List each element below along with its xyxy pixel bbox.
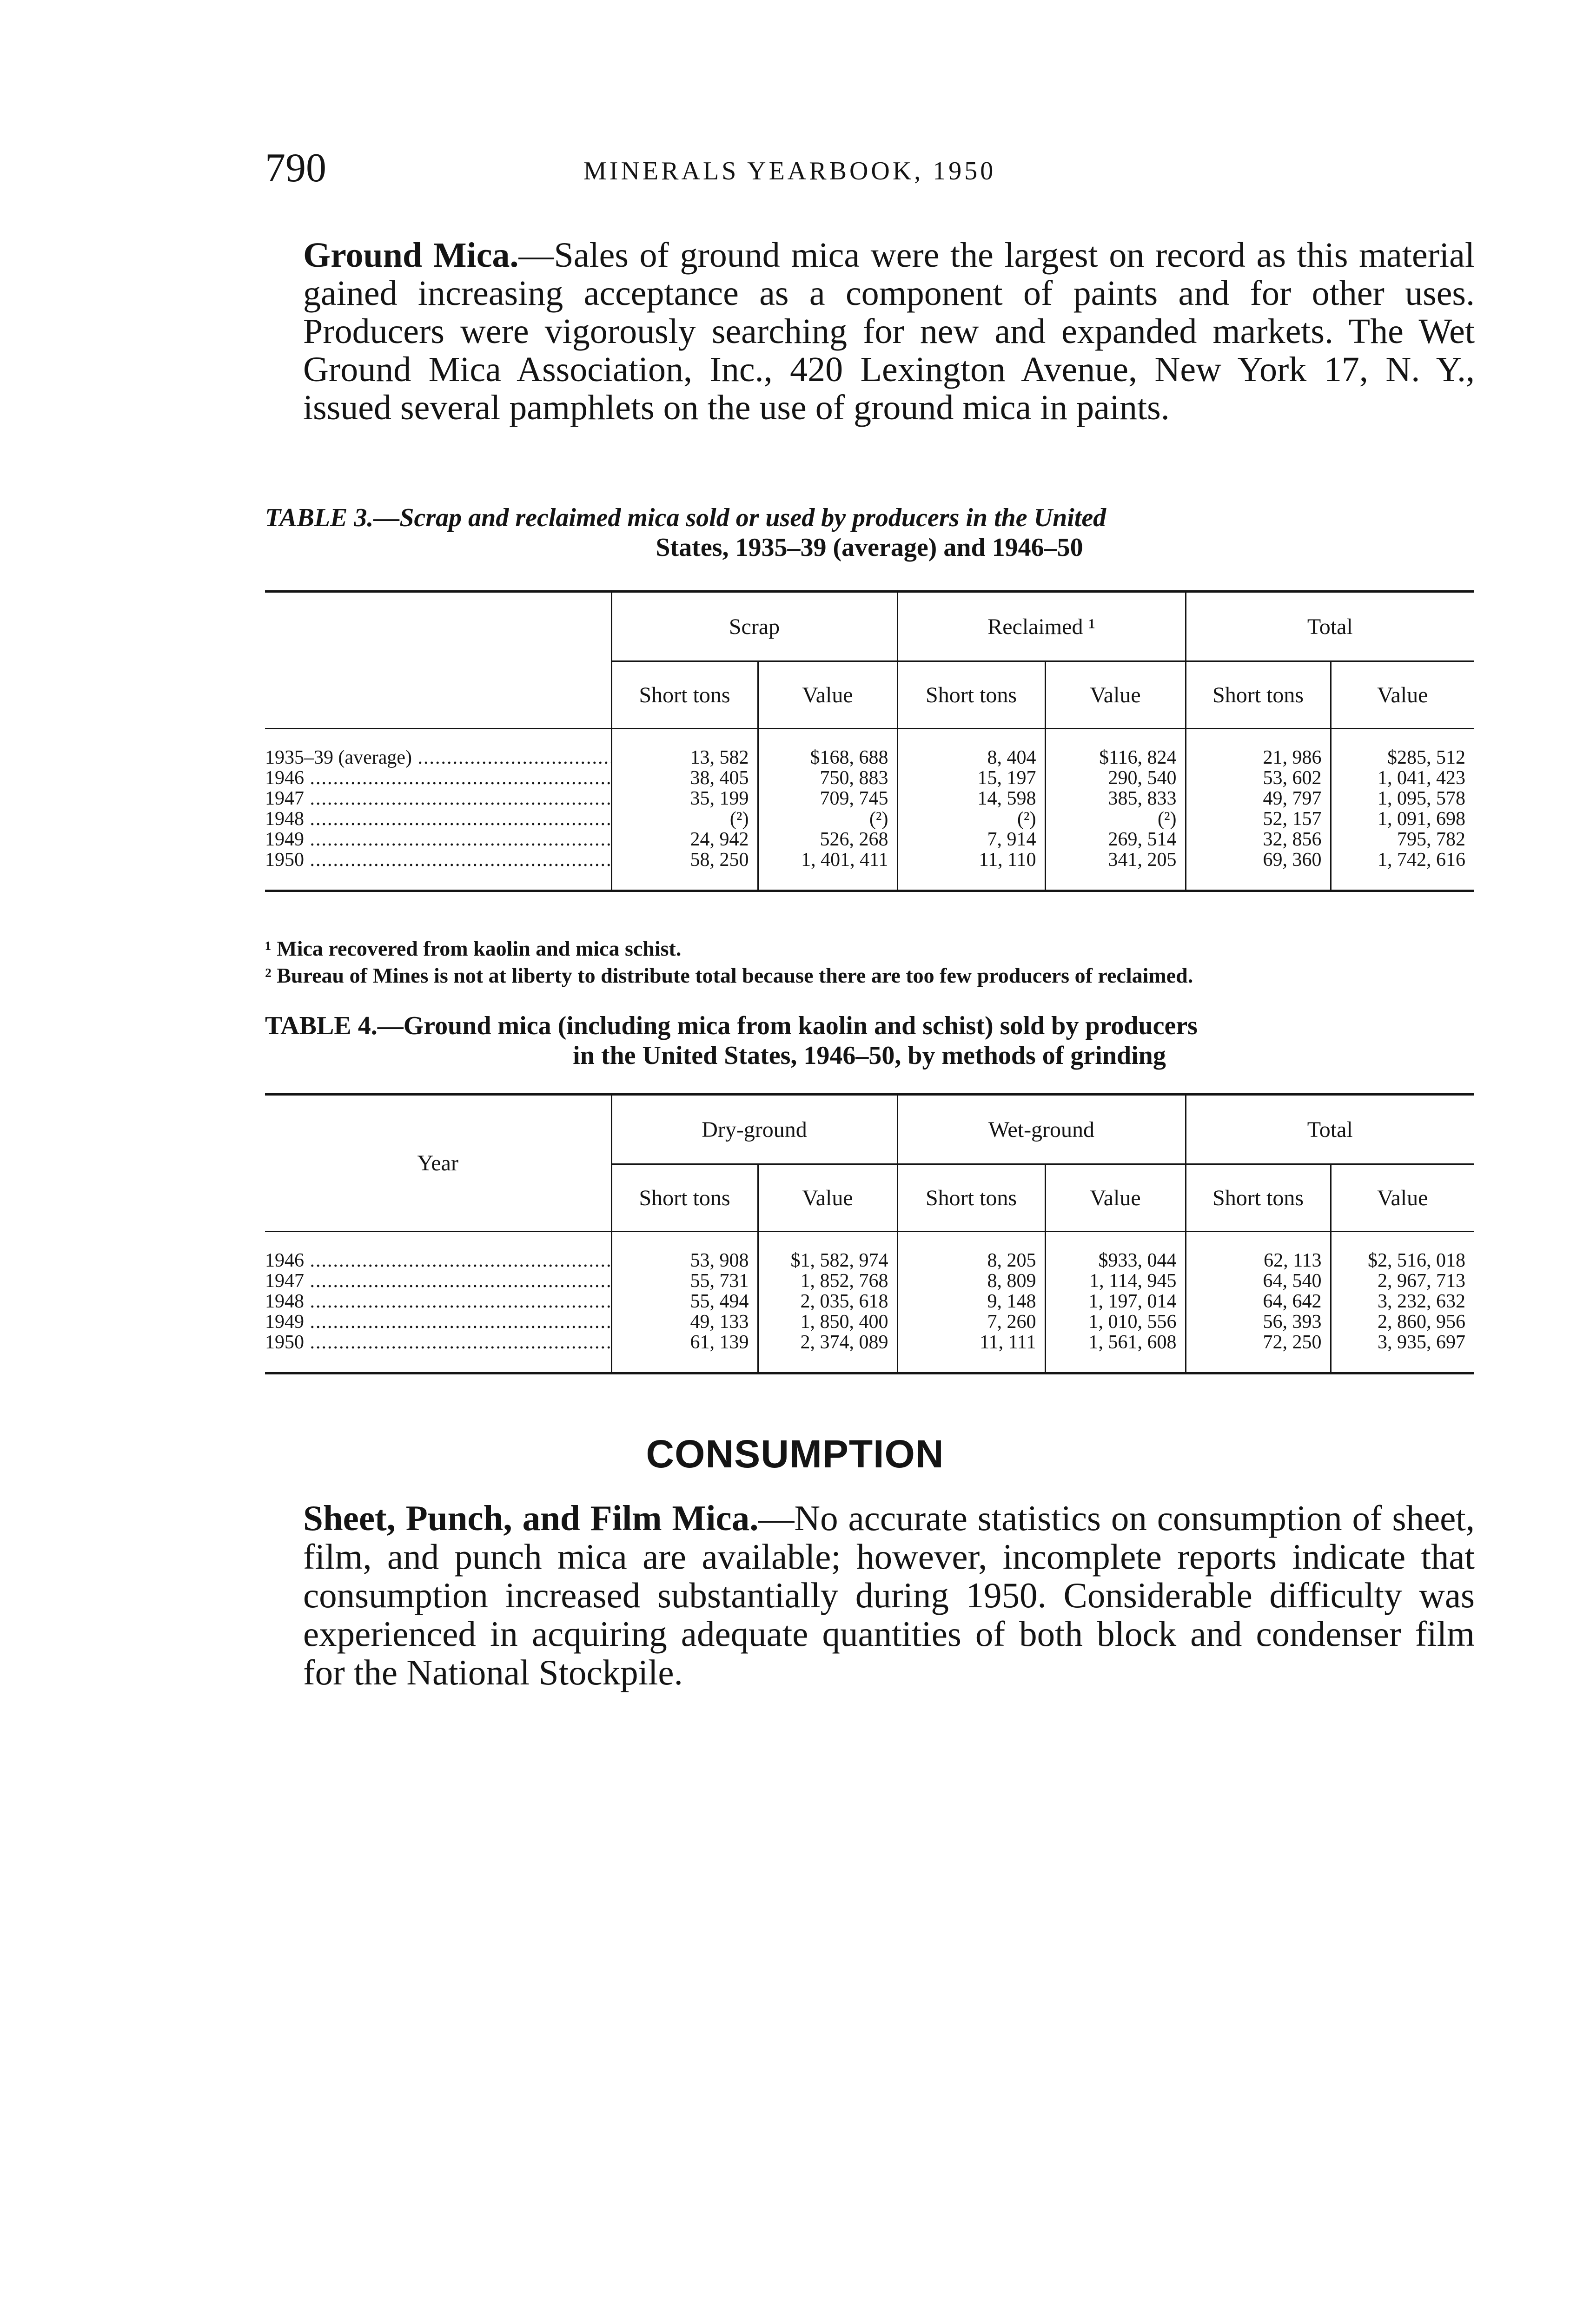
table3-row-year: 1949 ..... (265, 829, 611, 850)
table4-cell: 2, 374, 089 (758, 1332, 897, 1353)
table3-cell: 1, 041, 423 (1331, 768, 1474, 788)
table4-cell: 72, 250 (1186, 1332, 1331, 1353)
table4-cell: 11, 111 (897, 1332, 1045, 1353)
table4-cell: 49, 133 (611, 1312, 758, 1332)
table3-cell: 341, 205 (1045, 850, 1186, 870)
table4-cell: 64, 540 (1186, 1271, 1331, 1291)
table3-row (265, 768, 1474, 788)
table3-cell: 53, 602 (1186, 768, 1331, 788)
table3-group-header: Reclaimed ¹ (897, 592, 1186, 661)
ground-mica-run-in: Ground Mica. (303, 236, 519, 275)
table4-subheader: Value (1331, 1164, 1474, 1232)
table3-title-line1: —Scrap and reclaimed mica sold or used by producers in the United (373, 503, 1106, 532)
table4-subheader: Short tons (897, 1164, 1045, 1232)
table3-subheader: Short tons (1186, 661, 1331, 729)
table3-cell: 14, 598 (897, 788, 1045, 809)
table4-subheader: Value (758, 1164, 897, 1232)
table4-cell: 1, 850, 400 (758, 1312, 897, 1332)
table4-cell: $933, 044 (1045, 1250, 1186, 1271)
table3-cell: 11, 110 (897, 850, 1045, 870)
table4-cell: 1, 561, 608 (1045, 1332, 1186, 1353)
table4-cell: 7, 260 (897, 1312, 1045, 1332)
table4-subheader: Short tons (611, 1164, 758, 1232)
table4-row-year: 1950 ..... (265, 1332, 611, 1353)
table3-title (265, 503, 1474, 562)
table4-cell: 55, 494 (611, 1291, 758, 1312)
table4-group-header: Dry-ground (611, 1095, 897, 1164)
table4-title (265, 1011, 1474, 1070)
table3-cell: (²) (897, 809, 1045, 829)
table4-cell: $1, 582, 974 (758, 1250, 897, 1271)
table4-row (265, 1291, 1474, 1312)
table3-cell: 1, 742, 616 (1331, 850, 1474, 870)
table3-cell: 32, 856 (1186, 829, 1331, 850)
table3-row (265, 747, 1474, 768)
table4-row (265, 1250, 1474, 1271)
table4-cell: 9, 148 (897, 1291, 1045, 1312)
table3-row-year: 1946 ..... (265, 768, 611, 788)
table4-cell: 2, 860, 956 (1331, 1312, 1474, 1332)
table3-cell: 69, 360 (1186, 850, 1331, 870)
table3-cell: 7, 914 (897, 829, 1045, 850)
table4-cell: 1, 197, 014 (1045, 1291, 1186, 1312)
table3-cell: $168, 688 (758, 747, 897, 768)
table4-cell: 53, 908 (611, 1250, 758, 1271)
table3-body (265, 729, 1474, 891)
table3-cell: 795, 782 (1331, 829, 1474, 850)
table3-cell: (²) (611, 809, 758, 829)
sheet-punch-film-paragraph (303, 1499, 1475, 1692)
table4-row-year: 1948 ..... (265, 1291, 611, 1312)
table3-cell: 35, 199 (611, 788, 758, 809)
table3-row (265, 850, 1474, 870)
table4-cell: 8, 205 (897, 1250, 1045, 1271)
table3-subheader: Short tons (611, 661, 758, 729)
table4-cell: 3, 232, 632 (1331, 1291, 1474, 1312)
table4-cell: 55, 731 (611, 1271, 758, 1291)
table4-group-header: Total (1186, 1095, 1474, 1164)
page-header (265, 145, 1474, 199)
table3-cell: 38, 405 (611, 768, 758, 788)
table3-cell: 750, 883 (758, 768, 897, 788)
table3-group-header: Total (1186, 592, 1474, 661)
table4-cell: 1, 114, 945 (1045, 1271, 1186, 1291)
table3-cell: $285, 512 (1331, 747, 1474, 768)
table4-row (265, 1312, 1474, 1332)
ground-mica-text: —Sales of ground mica were the largest on record as this material gained increasing acceptance as a component of paints and for other uses. Producers were vigorously searching for new and expanded markets. The Wet Ground Mica Association, Inc., 420 Lexington Avenue, New York 17, N. Y., issued several pamphlets on the use of ground mica in paints. (303, 236, 1475, 427)
table3-subheader: Value (1331, 661, 1474, 729)
table3-cell: 21, 986 (1186, 747, 1331, 768)
table4-body (265, 1232, 1474, 1373)
ground-mica-paragraph (303, 236, 1475, 427)
table3-stub-header (265, 592, 611, 729)
table3-subheader: Value (758, 661, 897, 729)
page-number: 790 (265, 145, 326, 191)
table4-row-year: 1949 ..... (265, 1312, 611, 1332)
table4-group-header: Wet-ground (897, 1095, 1186, 1164)
table4-cell: $2, 516, 018 (1331, 1250, 1474, 1271)
table3-cell: 709, 745 (758, 788, 897, 809)
table3-cell: 1, 095, 578 (1331, 788, 1474, 809)
running-head: MINERALS YEARBOOK, 1950 (583, 157, 996, 185)
table4-title-line2: in the United States, 1946–50, by methods of grinding (573, 1041, 1166, 1070)
table3 (265, 590, 1474, 892)
table4-row (265, 1271, 1474, 1291)
table3-subheader: Short tons (897, 661, 1045, 729)
consumption-heading: CONSUMPTION (646, 1432, 944, 1476)
table3-cell: (²) (758, 809, 897, 829)
table4-row-year: 1946 ..... (265, 1250, 611, 1271)
table3-footnote: ² Bureau of Mines is not at liberty to distribute total because there are too few producers of reclaimed. (265, 964, 1193, 987)
table4-cell: 1, 852, 768 (758, 1271, 897, 1291)
table4-cell: 2, 967, 713 (1331, 1271, 1474, 1291)
table3-title-label: TABLE 3. (265, 503, 374, 532)
table4-row-year: 1947 ..... (265, 1271, 611, 1291)
table4-cell: 1, 010, 556 (1045, 1312, 1186, 1332)
table3-cell: 269, 514 (1045, 829, 1186, 850)
table4-cell: 2, 035, 618 (758, 1291, 897, 1312)
table3-cell: 58, 250 (611, 850, 758, 870)
table3-cell: 15, 197 (897, 768, 1045, 788)
table3-cell: (²) (1045, 809, 1186, 829)
table4-stub-header: Year (265, 1095, 611, 1232)
table3-row (265, 829, 1474, 850)
table3-cell: 24, 942 (611, 829, 758, 850)
table4-cell: 61, 139 (611, 1332, 758, 1353)
table4 (265, 1093, 1474, 1374)
table3-row-year: 1935–39 (average) ..... (265, 747, 611, 768)
table4-subheader: Value (1045, 1164, 1186, 1232)
table3-row-year: 1948 ..... (265, 809, 611, 829)
table3-row-year: 1950 ..... (265, 850, 611, 870)
table4-title-line1: TABLE 4.—Ground mica (including mica from kaolin and schist) sold by producers (265, 1011, 1198, 1040)
table3-cell: 52, 157 (1186, 809, 1331, 829)
table3-cell: 13, 582 (611, 747, 758, 768)
table3-row-year: 1947 ..... (265, 788, 611, 809)
table3-cell: 1, 401, 411 (758, 850, 897, 870)
table3-cell: $116, 824 (1045, 747, 1186, 768)
table4-cell: 62, 113 (1186, 1250, 1331, 1271)
table3-cell: 526, 268 (758, 829, 897, 850)
table3-group-header: Scrap (611, 592, 897, 661)
table3-row (265, 788, 1474, 809)
table4-cell: 64, 642 (1186, 1291, 1331, 1312)
table3-cell: 8, 404 (897, 747, 1045, 768)
table4-cell: 8, 809 (897, 1271, 1045, 1291)
table3-cell: 1, 091, 698 (1331, 809, 1474, 829)
table4-cell: 56, 393 (1186, 1312, 1331, 1332)
table4-row (265, 1332, 1474, 1353)
sheet-punch-film-run-in: Sheet, Punch, and Film Mica. (303, 1498, 759, 1538)
table3-footnote: ¹ Mica recovered from kaolin and mica schist. (265, 937, 682, 960)
sheet-punch-film-text: —No accurate statistics on consumption of sheet, film, and punch mica are available; however, incomplete reports indicate that consumption increased substantially during 1950. Considerable difficulty was experienced in acquiring adequate quantities of both block and condenser film for the National Stockpile. (303, 1498, 1475, 1692)
table4-cell: 3, 935, 697 (1331, 1332, 1474, 1353)
table3-subheader: Value (1045, 661, 1186, 729)
table3-title-line2: States, 1935–39 (average) and 1946–50 (656, 533, 1083, 562)
table3-cell: 385, 833 (1045, 788, 1186, 809)
table4-subheader: Short tons (1186, 1164, 1331, 1232)
table3-row (265, 809, 1474, 829)
table3-cell: 49, 797 (1186, 788, 1331, 809)
table3-cell: 290, 540 (1045, 768, 1186, 788)
table3-footnotes (265, 935, 1474, 989)
